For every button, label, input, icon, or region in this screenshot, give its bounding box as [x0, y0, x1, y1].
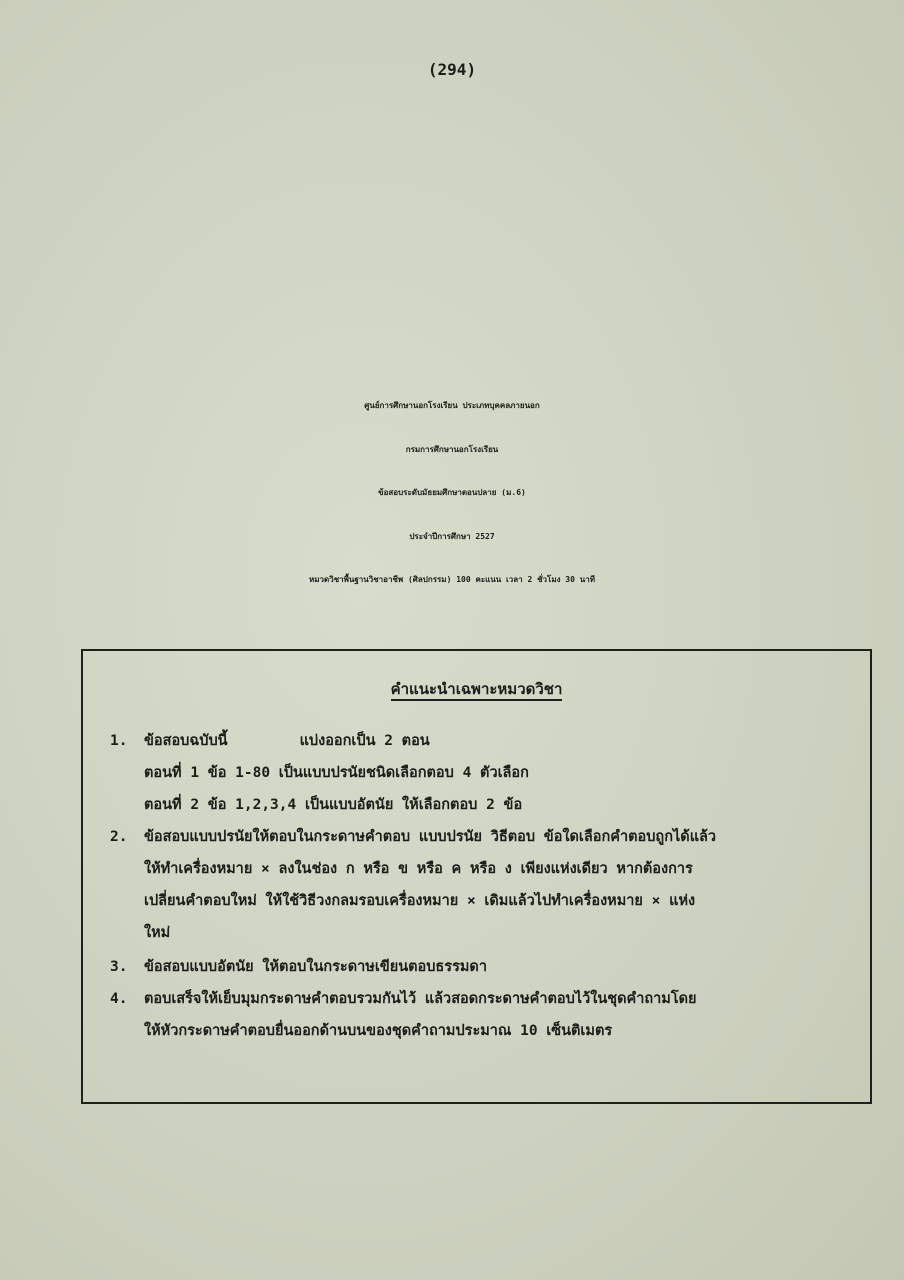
item-number: 3. — [110, 959, 128, 975]
header-subject-info: หมวดวิชาพื้นฐานวิชาอาชีพ (ศิลปกรรม) 100 คะแนน เวลา 2 ชั่วโมง 30 นาที — [308, 575, 595, 584]
header-center-name: ศูนย์การศึกษานอกโรงเรียน ประเภทบุคคลภายนอก — [364, 401, 540, 410]
item1-lead: ข้อสอบฉบับนี้ — [144, 733, 228, 749]
item-number: 4. — [110, 991, 128, 1007]
item1-rest: แบ่งออกเป็น 2 ตอน — [299, 733, 430, 749]
item-number: 1. — [110, 733, 128, 749]
header-academic-year: ประจำปีการศึกษา 2527 — [409, 531, 495, 541]
instruction-title: คำแนะนำเฉพาะหมวดวิชา — [83, 677, 870, 701]
header-exam-level: ข้อสอบระดับมัธยมศึกษาตอนปลาย (ม.6) — [378, 488, 526, 497]
item-number: 2. — [110, 829, 128, 845]
instruction-box: คำแนะนำเฉพาะหมวดวิชา 1. ข้อสอบฉบับนี้ แบ่งออกเป็น 2 ตอน ตอนที่ 1 ข้อ 1-80 เป็นแบบปรนัยชนิดเลือกตอบ 4 ตัวเลือก ตอนที่ 2 ข้อ 1,2,3,4 เป็นแบบอัตนัย ให้เลือกตอบ 2 ข้อ 2. ข้อสอบแบบปรนัยให้ตอบในกระดาษคำตอบ แบบปรนัย วิธีตอบ ข้อใดเลือกคำตอบถูกได้แล้ว ให้ทำเครื่องหมาย × ลงในช่อง ก หรือ ข หรือ ค หรือ ง เพียงแห่งเดียว หากต้องการ เปลี่ยนคำตอบใหม่ ให้ใช้วิธีวงกลมรอบเครื่องหมาย × เดิมแล้วไปทำเครื่องหมาย × แห่ง ใหม่ 3. ข้อสอบแบบอัตนัย ให้ตอบในกระดาษเขียนตอบธรรมดา 4. ตอบเสร็จให้เย็บมุมกระดาษคำตอบรวมกันไว้ แล้วสอดกระดาษคำตอบไว้ในชุดคำถามโดย ให้หัวกระดาษคำตอบยื่นออกด้านบนของชุดคำถามประมาณ 10 เซ็นติเมตร — [81, 649, 872, 1104]
page-number: (294) — [427, 60, 477, 79]
header-department: กรมการศึกษานอกโรงเรียน — [405, 444, 499, 454]
exam-header — [0, 393, 904, 611]
